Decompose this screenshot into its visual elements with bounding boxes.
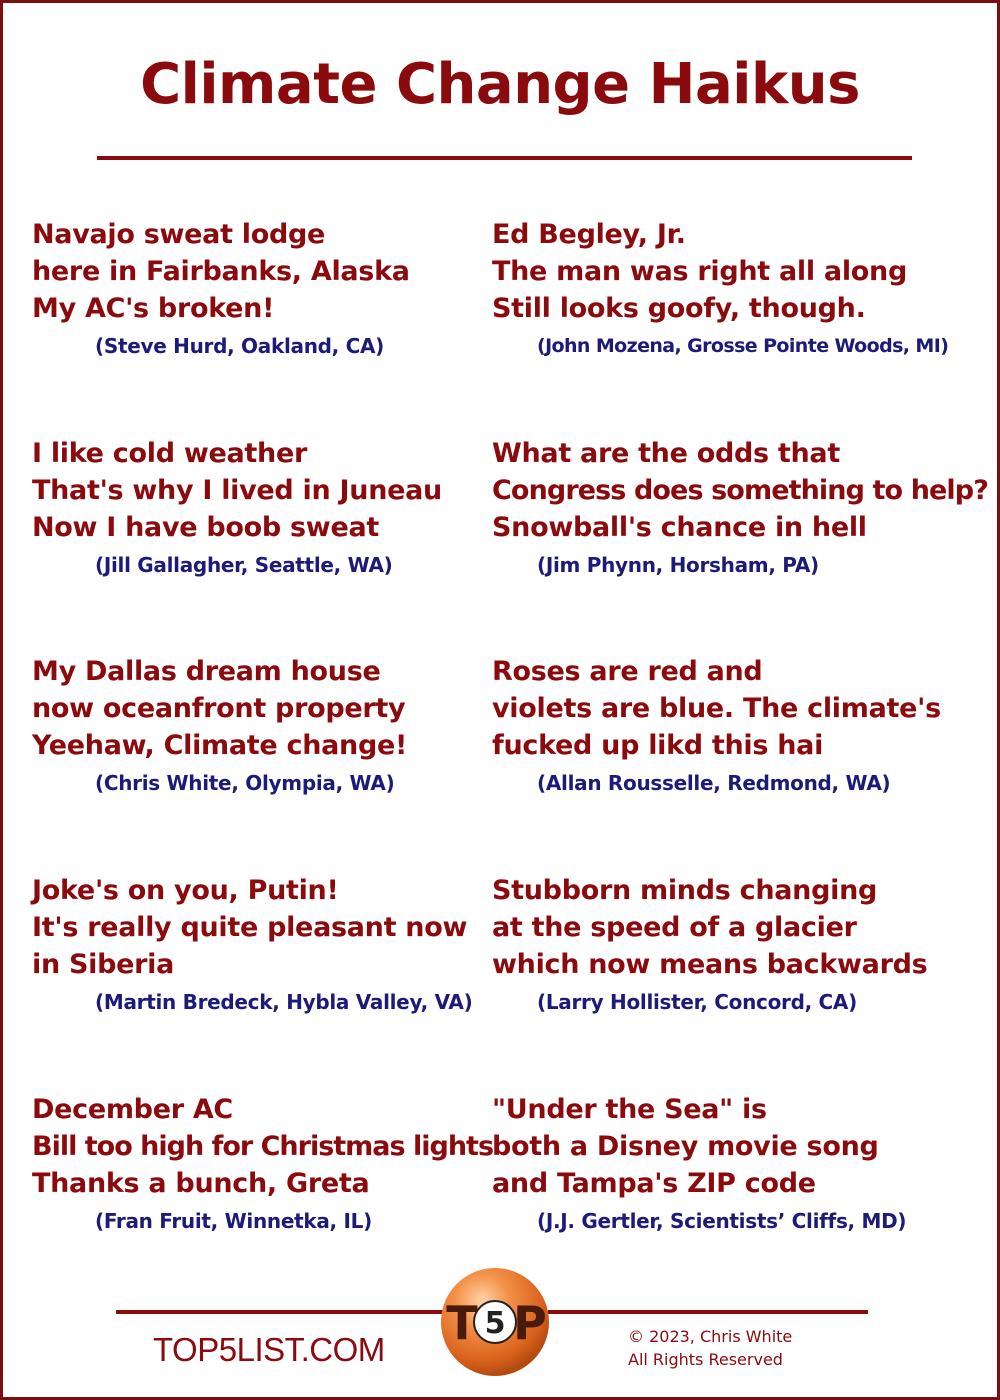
copyright-line: © 2023, Chris White xyxy=(628,1327,793,1346)
haiku-line: That's why I lived in Juneau xyxy=(32,475,442,506)
haiku-card xyxy=(492,872,927,1016)
haiku-line: Roses are red and xyxy=(492,656,763,687)
haiku-line: violets are blue. The climate's xyxy=(492,693,941,724)
haiku-line: What are the odds that xyxy=(492,438,840,469)
haiku-card xyxy=(32,653,407,797)
svg-text:T: T xyxy=(446,1296,478,1350)
haiku-line: Joke's on you, Putin! xyxy=(32,875,339,906)
haiku-line: Still looks goofy, though. xyxy=(492,293,866,324)
haiku-line: It's really quite pleasant now xyxy=(32,912,468,943)
copyright-notice xyxy=(628,1325,792,1371)
haiku-line: Thanks a bunch, Greta xyxy=(32,1168,370,1199)
haiku-card xyxy=(32,872,472,1016)
haiku-line: and Tampa's ZIP code xyxy=(492,1168,816,1199)
haiku-line: I like cold weather xyxy=(32,438,307,469)
haiku-author: (Steve Hurd, Oakland, CA) xyxy=(95,334,385,358)
haiku-line: in Siberia xyxy=(32,949,175,980)
haiku-card xyxy=(32,1091,493,1235)
haiku-card xyxy=(492,653,941,797)
haiku-line: fucked up likd this hai xyxy=(492,730,824,761)
haiku-line: Stubborn minds changing xyxy=(492,875,878,906)
haiku-line: Congress does something to help? xyxy=(492,475,988,506)
haiku-line: My Dallas dream house xyxy=(32,656,381,687)
haiku-line: Bill too high for Christmas lights xyxy=(32,1131,494,1162)
haiku-line: The man was right all along xyxy=(492,256,907,287)
top5-logo-icon xyxy=(440,1267,550,1377)
haiku-card xyxy=(492,1091,906,1235)
haiku-line: My AC's broken! xyxy=(32,293,275,324)
haiku-author: (Allan Rousselle, Redmond, WA) xyxy=(537,771,891,795)
haiku-card xyxy=(32,435,442,579)
haiku-line: which now means backwards xyxy=(492,949,928,980)
page-title: Climate Change Haikus xyxy=(140,52,860,117)
haiku-line: at the speed of a glacier xyxy=(492,912,857,943)
site-link[interactable]: TOP5LIST.COM xyxy=(153,1331,385,1368)
haiku-line: "Under the Sea" is xyxy=(492,1094,767,1125)
haiku-author: (Larry Hollister, Concord, CA) xyxy=(537,990,857,1014)
haiku-author: (John Mozena, Grosse Pointe Woods, MI) xyxy=(537,335,949,357)
haiku-author: (Chris White, Olympia, WA) xyxy=(95,771,395,795)
haiku-line: Now I have boob sweat xyxy=(32,512,379,543)
svg-text:5: 5 xyxy=(484,1306,506,1341)
haiku-card xyxy=(492,435,988,579)
haiku-author: (J.J. Gertler, Scientists’ Cliffs, MD) xyxy=(537,1209,907,1233)
haiku-author: (Martin Bredeck, Hybla Valley, VA) xyxy=(95,990,473,1014)
haiku-line: Ed Begley, Jr. xyxy=(492,219,686,250)
footer-divider-left xyxy=(116,1310,446,1314)
haiku-card xyxy=(32,216,410,360)
haiku-line: Navajo sweat lodge xyxy=(32,219,326,250)
haiku-line: Yeehaw, Climate change! xyxy=(32,730,408,761)
svg-text:P: P xyxy=(513,1296,547,1350)
haiku-author: (Jim Phynn, Horsham, PA) xyxy=(537,553,819,577)
haiku-card xyxy=(492,216,948,360)
haiku-line: Snowball's chance in hell xyxy=(492,512,867,543)
title-divider xyxy=(97,156,912,160)
haiku-line: here in Fairbanks, Alaska xyxy=(32,256,410,287)
haiku-line: December AC xyxy=(32,1094,233,1125)
haiku-line: both a Disney movie song xyxy=(492,1131,879,1162)
rights-line: All Rights Reserved xyxy=(628,1350,783,1369)
haiku-author: (Jill Gallagher, Seattle, WA) xyxy=(95,553,393,577)
footer-divider-right xyxy=(548,1310,868,1314)
haiku-author: (Fran Fruit, Winnetka, IL) xyxy=(95,1209,372,1233)
haiku-line: now oceanfront property xyxy=(32,693,406,724)
